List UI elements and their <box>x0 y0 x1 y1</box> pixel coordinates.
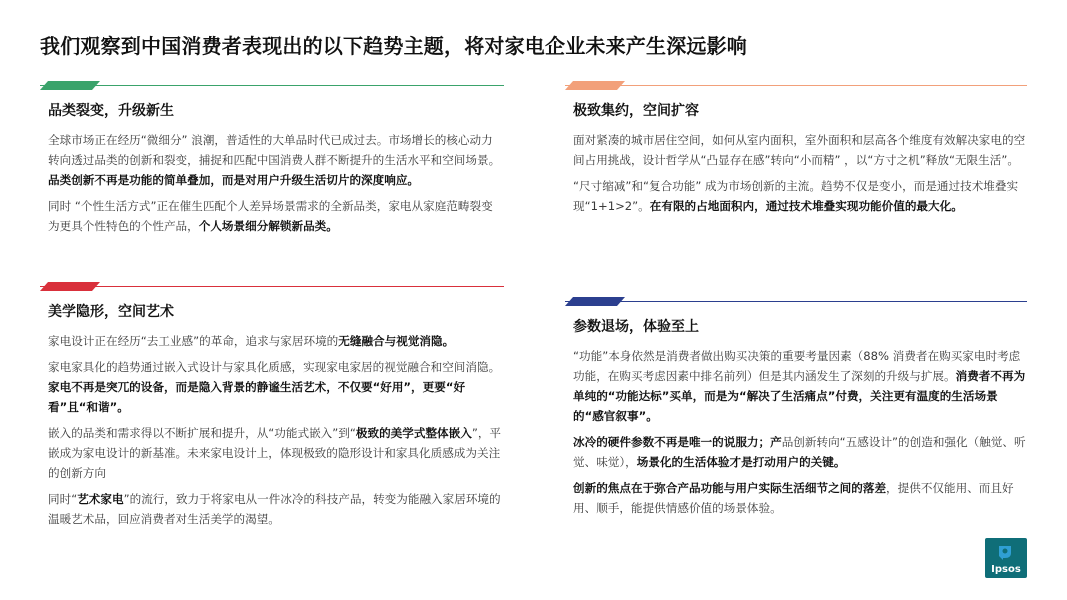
emphasis-text: 无缝融合与视觉消隐。 <box>338 334 455 348</box>
body-text: 嵌入的品类和需求得以不断扩展和提升，从“功能式嵌入”到“ <box>48 426 356 440</box>
section-divider <box>565 297 1027 306</box>
section-heading: 美学隐形，空间艺术 <box>48 304 174 320</box>
page-title: 我们观察到中国消费者表现出的以下趋势主题，将对家电企业未来产生深远影响 <box>40 34 747 58</box>
emphasis-text: 冰冷的硬件参数不再是唯一的说服力；产 <box>573 435 782 449</box>
section-paragraph <box>48 489 504 529</box>
body-text: ”，平嵌成为家电设计的新基准。未来家电设计上，体现极致的隐形设计和家具化质感成为关注的创新方向 <box>48 426 502 480</box>
body-text: “功能”本身依然是消费者做出购买决策的重要考量因素（88% 消费者在购买家电时考虑功能，在购买考虑因素中排名前列）但是其内涵发生了深刻的升级与扩展。 <box>573 349 1021 383</box>
body-text: ”的流行，致力于将家电从一件冰冷的科技产品，转变为能融入家居环境的温暖艺术品，回应消费者对生活美学的渴望。 <box>48 492 501 526</box>
section-paragraph <box>573 478 1027 518</box>
section-paragraph <box>573 176 1027 216</box>
section-heading: 品类裂变，升级新生 <box>48 103 174 119</box>
body-text: ，提供不仅能用、而且好用、顺手，能提供情感价值的场景体验。 <box>573 481 1014 515</box>
section-paragraph <box>48 130 504 190</box>
trend-section <box>565 297 1027 524</box>
emphasis-text: 家电不再是突兀的设备，而是隐入背景的静谧生活艺术，不仅要“好用”，更要“好看”且“和谐”。 <box>48 380 466 414</box>
section-paragraph <box>48 423 504 483</box>
emphasis-text: 品类创新不再是功能的简单叠加，而是对用户升级生活切片的深度响应。 <box>48 173 420 187</box>
emphasis-text: 个人场景细分解锁新品类。 <box>198 219 338 233</box>
body-text: 全球市场正在经历“微细分” 浪潮，普适性的大单品时代已成过去。市场增长的核心动力转向透过品类的创新和裂变，捕捉和匹配中国消费人群不断提升的生活水平和空间场景。 <box>48 133 501 167</box>
body-text: 家电设计正在经历“去工业感”的革命，追求与家居环境的 <box>48 334 339 348</box>
section-heading: 极致集约，空间扩容 <box>573 103 699 119</box>
section-paragraph <box>573 346 1027 426</box>
trend-section <box>40 282 504 535</box>
body-text: 面对紧凑的城市居住空间，如何从室内面积，室外面积和层高各个维度有效解决家电的空间占用挑战，设计哲学从“凸显存在感”转向“小而精” ，以“方寸之机”释放“无限生活”。 <box>573 133 1026 167</box>
emphasis-text: 场景化的生活体验才是打动用户的关键。 <box>636 455 846 469</box>
ipsos-logo <box>985 538 1027 578</box>
body-text: 家电家具化的趋势通过嵌入式设计与家具化质感，实现家电家居的视觉融合和空间消隐。 <box>48 360 501 374</box>
section-paragraph <box>48 196 504 236</box>
section-divider <box>40 282 504 291</box>
trend-section <box>565 81 1027 222</box>
section-paragraph <box>573 432 1027 472</box>
emphasis-text: 艺术家电 <box>77 492 124 506</box>
section-heading: 参数退场，体验至上 <box>573 319 699 335</box>
emphasis-text: 极致的美学式整体嵌入 <box>355 426 472 440</box>
logo-wordmark: Ipsos <box>991 564 1021 575</box>
trend-section <box>40 81 504 242</box>
section-paragraph <box>573 130 1027 170</box>
body-text: 品创新转向“五感设计”的创造和强化（触觉、听觉、味觉）， <box>573 435 1026 469</box>
section-paragraph <box>48 331 504 351</box>
section-divider <box>565 81 1027 90</box>
emphasis-text: 在有限的占地面积内，通过技术堆叠实现功能价值的最大化。 <box>649 199 963 213</box>
ipsos-logo-icon <box>997 544 1013 560</box>
body-text: 同时 “个性生活方式”正在催生匹配个人差异场景需求的全新品类，家电从家庭范畴裂变为更具个性特色的个性产品， <box>48 199 493 233</box>
body-text: “尺寸缩减”和“复合功能” 成为市场创新的主流。趋势不仅是变小，而是通过技术堆叠实现“1+1>2”。 <box>573 179 1019 213</box>
body-text: 同时“ <box>48 492 78 506</box>
section-divider <box>40 81 504 90</box>
emphasis-text: 创新的焦点在于弥合产品功能与用户实际生活细节之间的落差 <box>573 481 887 495</box>
emphasis-text: 消费者不再为单纯的“功能达标”买单，而是为“解决了生活痛点”付费，关注更有温度的生活场景的“感官叙事”。 <box>573 369 1026 423</box>
section-paragraph <box>48 357 504 417</box>
